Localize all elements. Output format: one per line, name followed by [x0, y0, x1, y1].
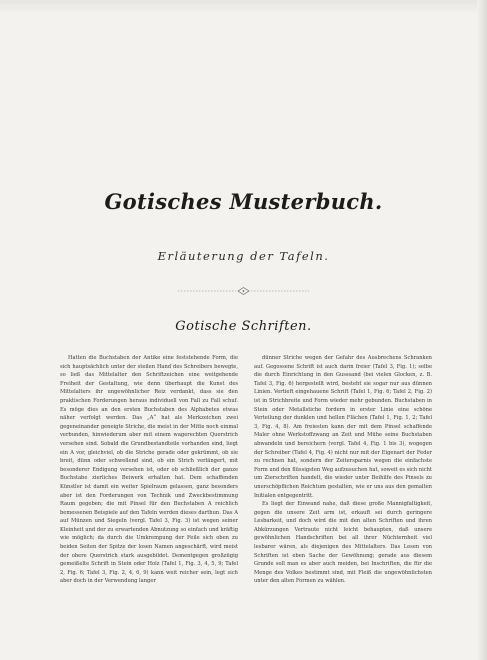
page-edge-top [0, 0, 487, 14]
page-subtitle: Erläuterung der Tafeln. [157, 249, 330, 263]
paragraph: dünner Striche wegen der Gefahr des Ausbrechens Schranken auf. Gegossene Schrift ist auch darin freier (Tafel 3, Fig. 1); selbe die durch Einrichtung in den Gusssand (bei vielen Glocken, z. B. Tafel 3, Fig. 6) hergestellt wird, besteht sie sogar nur aus dünnen Linien. Vertieft eingehauene Schrift (Tafel 1, Fig. 6; Tafel 2, Fig. 2) ist in Strichbreite und Form wieder mehr gebunden. Buchstaben in Stein oder Metallstiche fordern in erster Linie eine schöne Verteilung der dunklen und hellen Flächen (Tafel 1, Fig. 1, 2; Tafel 3, Fig. 4, 8). Am freiesten kann der mit dem Pinsel schaffende Maler ohne Werkstoffzwang an Zeit und Mühe seine Buchstaben abwandeln und bereichern (vergl. Tafel 4, Fig. 1 bis 3), wogegen der Schreiber (Tafel 4, Fig. 4) nicht nur mit der Eigenart der Feder zu rechnen hat, sondern der Zeitersparnis wegen die einfachste Form und den flüssigsten Weg aufzusuchen hat, soweit es sich nicht um Zierschriften handelt, die wieder unter Beihilfe des Pinsels zu unerschöpflichen Reichtum gestalten, wie er uns aus den gemalten Initialen entgegentritt. [254, 355, 432, 499]
paragraph: Hatten die Buchstaben der Antike eine feststehende Form, die sich hauptsächlich unter der steilen Hand des Schreibers bewegte, so ließ das Mittelalter den Schriftzeichen eine weitgehende Freiheit der Gestaltung, wie denn überhaupt die Kunst des Mittelalters ihr ungewöhnlicher Reiz verdankt, dass sie den praktischen Forderungen heraus individuell von Fall zu Fall schuf. Es möge dies an den ersten Buchstaben des Alphabetes etwas näher verfolgt werden. Das „A“ hat als Merkzeichen zwei gegeneinander geneigte Striche, die meist in der Mitte noch einmal verbunden, hinwiederum aber mit einem wagerechten Querstrich versehen sind. Sobald die Grundbestandteile vorhanden sind, liegt ein A vor, gleichviel, ob die Striche gerade oder gekrümmt, ob sie breit, dünn oder schwellend sind, ob ein Strich verlängert, mit besonderer Endigung versehen ist, oder ob schließlich der ganze Buchstabe zierliches Beiwerk erhalten hat. Dem schaffenden Künstler ist damit ein weiter Spielraum gelassen, ganz besonders aber ist den Forderungen von Technik und Zweckbestimmung Raum gegeben; die mit Pinsel für den Buchstaben A reichlich bemessenen Beispiele auf den Tafeln werden dieses darthun. Das A auf Münzen und Siegeln (vergl. Tafel 3, Fig. 3) ist wegen seiner Kleinheit und der zu erwartenden Abnutzung so einfach und kräftig wie möglich; da durch die Umkrempung der Feile sich oben zu beiden Seiten der Spitze der losen Namen angeschärft, wird meist der obere Querstrich stark ausgebildet. Dementgegen großzügig gemeißelte Schrift in Stein oder Holz (Tafel 1, Fig. 3, 4, 5, 9; Tafel 2, Fig. 6; Tafel 3, Fig. 2, 4, 6, 9) kann weit reicher sein, legt sich aber doch in der Verwendung langer [60, 355, 238, 585]
paragraph: Es liegt der Einwand nahe, daß diese große Mannigfaltigkeit, gegen die unsere Zeit arm ist, erkauft sei durch geringere Lesbarkeit, und doch wird die mit den alten Schriften und ihren Abkürzungen Vertraute nicht leicht behaupten, daß unsere gewöhnlichen Handschriften bei all ihrer Nüchternheit viel lesbarer wären, als diejenigen des Mittelalters. Das Lesen von Schriften ist eben Sache der Gewöhnung; gerade aus diesem Grunde soll man es aber auch meiden, bei Inschriften, die für die Menge des Volkes bestimmt sind, mit Fleiß die ungewöhnlichsten unter den alten Formen zu wählen. [254, 501, 432, 585]
text-columns [60, 354, 432, 586]
section-title: Gotische Schriften. [175, 319, 312, 334]
text-column-right [254, 354, 432, 586]
page-title: Gotisches Musterbuch. [104, 189, 383, 214]
text-column-left [60, 354, 238, 586]
divider-ornament [178, 286, 309, 296]
